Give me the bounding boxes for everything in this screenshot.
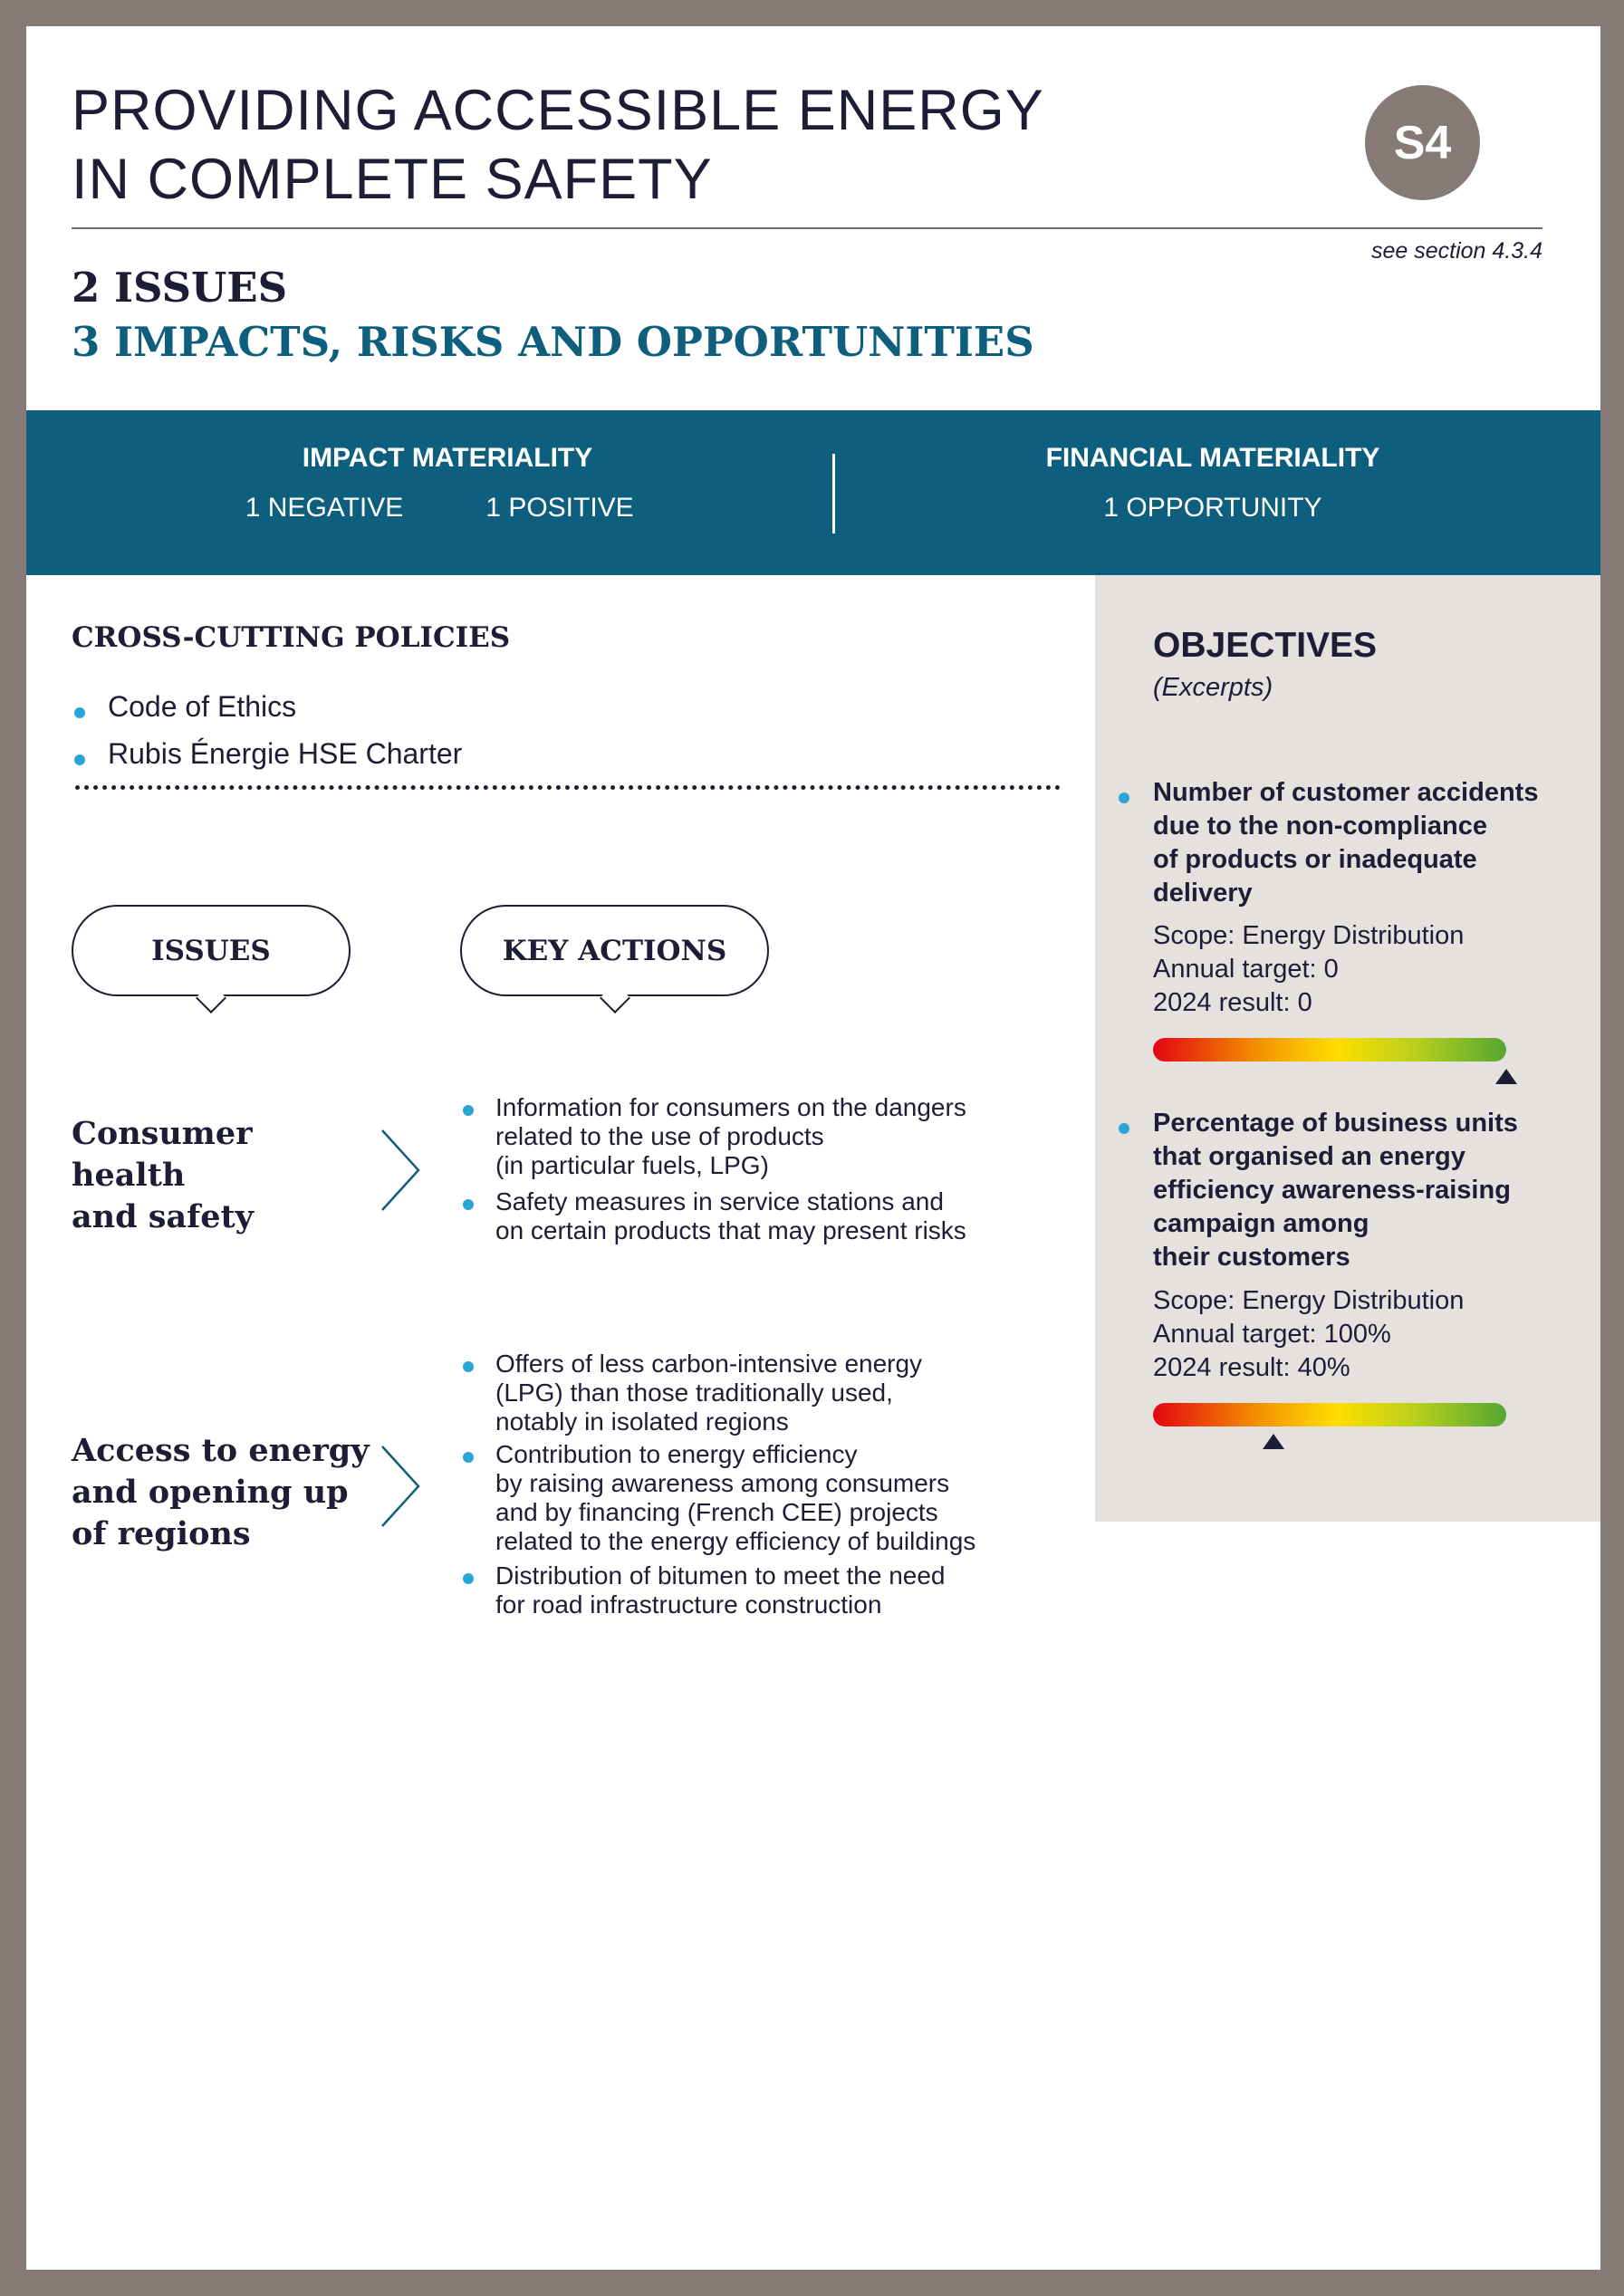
action-line: for road infrastructure construction [495,1590,882,1619]
issue-name-line: and safety [72,1198,254,1235]
bullet-icon [1119,1123,1129,1134]
objectives-heading: OBJECTIVES [1153,626,1378,665]
bullet-icon [463,1361,474,1372]
issue-name-line: Access to energy [72,1432,370,1469]
progress-gauge [1153,1403,1506,1427]
bubble-tail-icon [196,983,226,1014]
materiality-band [26,410,1600,575]
title-line-2: IN COMPLETE SAFETY [72,148,713,211]
action-line: Offers of less carbon-intensive energy [495,1350,923,1378]
objective-label-line: their customers [1153,1243,1350,1272]
objective-scope: Scope: Energy Distribution [1153,1286,1465,1315]
bullet-icon [74,754,85,765]
title-divider [72,227,1542,229]
iro-count: 3 IMPACTS, RISKS AND OPPORTUNITIES [72,318,1034,366]
action-line: Information for consumers on the dangers [495,1093,966,1121]
objective-target: Annual target: 0 [1153,955,1339,984]
objective-label [1153,776,1588,910]
issue-name-line: and opening up [72,1474,349,1511]
action-line: and by financing (French CEE) projects [495,1498,938,1526]
action-line: Distribution of bitumen to meet the need [495,1561,946,1590]
objective-target: Annual target: 100% [1153,1320,1391,1349]
objectives-subtitle: (Excerpts) [1153,673,1273,702]
bullet-icon [463,1199,474,1210]
objective-label-line: campaign among [1153,1209,1369,1238]
objective-label-line: Percentage of business units [1153,1109,1518,1138]
objective-result: 2024 result: 40% [1153,1353,1350,1382]
chevron-right-icon [379,1443,424,1530]
financial-opportunity-count: 1 OPPORTUNITY [1103,493,1322,523]
page [26,26,1600,2270]
impact-negative-count: 1 NEGATIVE [245,493,404,523]
objective-label-line: that organised an energy [1153,1142,1465,1171]
title-line-1: PROVIDING ACCESSIBLE ENERGY [72,79,1044,142]
key-action-item [495,1561,1075,1619]
objective-label-line: of products or inadequate [1153,845,1477,874]
issues-count: 2 ISSUES [72,264,288,312]
issue-name [72,1430,370,1555]
objective-label-line: due to the non-compliance [1153,812,1487,841]
action-line: (in particular fuels, LPG) [495,1151,769,1179]
issues-bubble-label: ISSUES [151,934,271,967]
objective-label-line: efficiency awareness-raising [1153,1176,1511,1205]
impact-positive-count: 1 POSITIVE [485,493,634,523]
see-section-reference: see section 4.3.4 [1370,238,1542,264]
action-line: on certain products that may present risks [495,1216,966,1244]
bullet-icon [463,1105,474,1116]
policy-item: Rubis Énergie HSE Charter [108,737,463,770]
bullet-icon [463,1573,474,1584]
cross-cutting-policies-heading: CROSS-CUTTING POLICIES [72,621,511,654]
key-action-item [495,1440,1075,1556]
issue-name-line: Consumer [72,1115,253,1152]
policy-item: Code of Ethics [108,690,297,723]
objective-label [1153,1107,1588,1274]
key-action-item [495,1350,1075,1436]
bullet-icon [1119,793,1129,803]
action-line: related to the energy efficiency of buildings [495,1527,976,1555]
band-divider [832,454,835,533]
progress-gauge [1153,1038,1506,1062]
key-action-item [495,1093,1075,1180]
action-line: Contribution to energy efficiency [495,1440,858,1468]
objective-scope: Scope: Energy Distribution [1153,921,1465,950]
page-title [72,76,1044,214]
bubble-tail-icon [600,983,630,1014]
key-actions-bubble-label: KEY ACTIONS [502,934,727,967]
key-actions-bubble [460,905,769,996]
financial-materiality-heading: FINANCIAL MATERIALITY [1045,443,1380,473]
issue-name [72,1113,254,1238]
objective-result: 2024 result: 0 [1153,988,1312,1017]
issue-name-line: health [72,1157,186,1194]
impact-materiality-heading: IMPACT MATERIALITY [302,443,593,473]
objective-label-line: delivery [1153,879,1253,908]
action-line: notably in isolated regions [495,1407,789,1436]
bullet-icon [463,1452,474,1463]
gauge-marker-icon [1263,1434,1284,1449]
action-line: related to the use of products [495,1122,824,1150]
issues-bubble [72,905,351,996]
bullet-icon [74,707,85,718]
objective-label-line: Number of customer accidents [1153,778,1539,807]
section-badge: S4 [1365,85,1480,200]
action-line: (LPG) than those traditionally used, [495,1379,893,1407]
chevron-right-icon [379,1127,424,1214]
action-line: by raising awareness among consumers [495,1469,950,1497]
dotted-divider [75,785,1061,790]
objectives-panel [1095,575,1600,1522]
issue-name-line: of regions [72,1515,251,1552]
action-line: Safety measures in service stations and [495,1187,944,1215]
gauge-marker-icon [1495,1069,1517,1084]
key-action-item [495,1187,1075,1245]
